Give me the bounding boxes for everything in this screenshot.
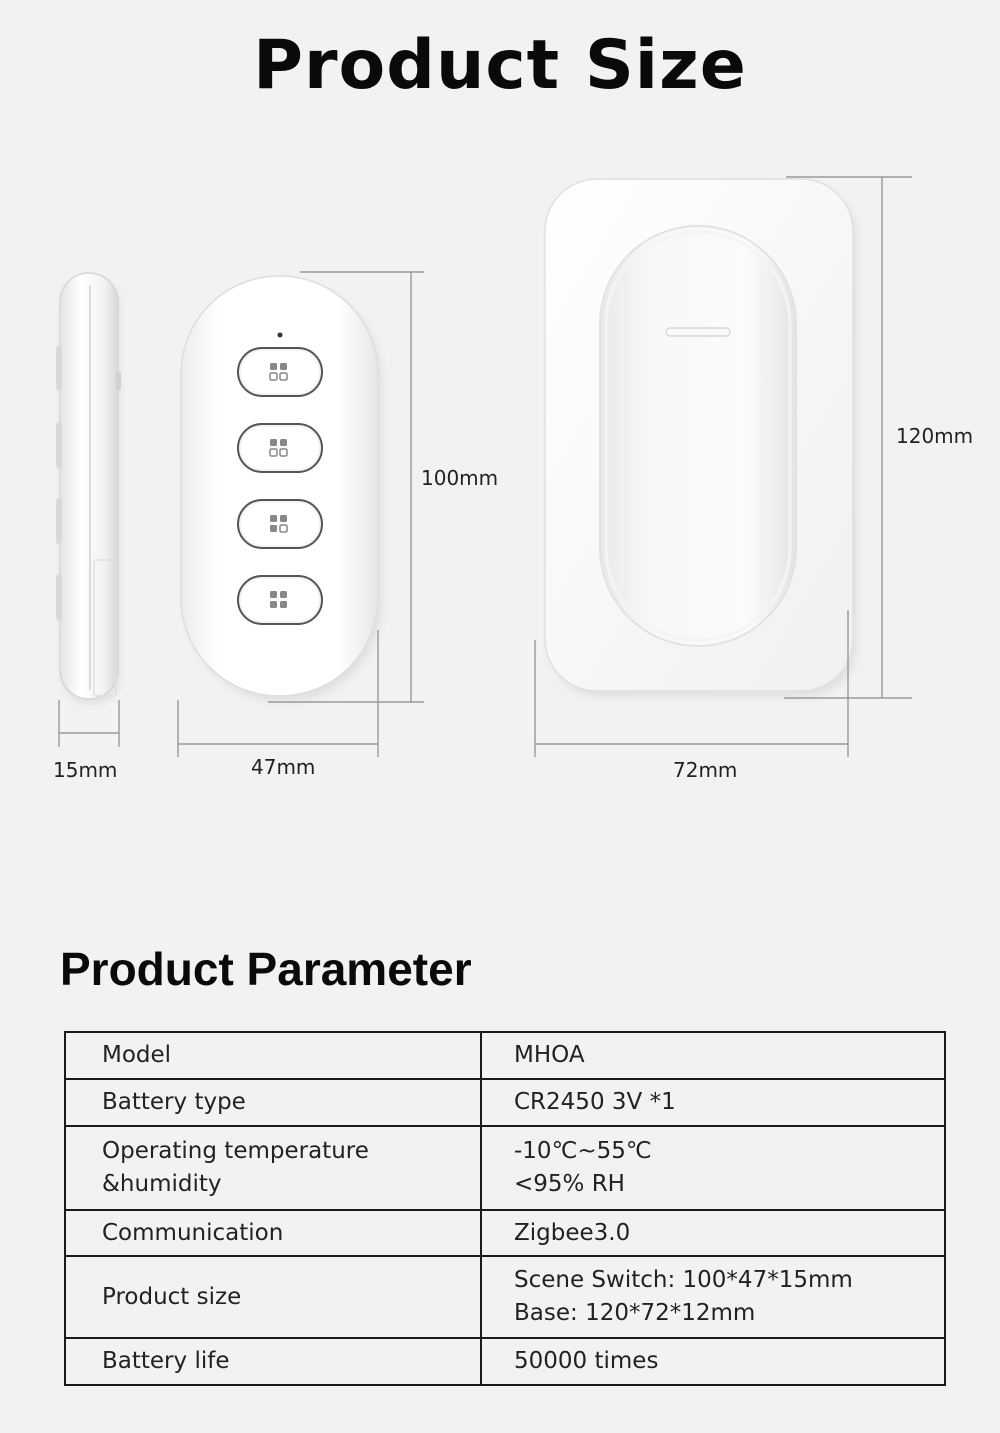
param-value: Zigbee3.0 <box>481 1210 945 1256</box>
param-value: -10℃~55℃ <95% RH <box>481 1126 945 1210</box>
table-row <box>65 1256 945 1338</box>
parameter-table <box>64 1031 946 1386</box>
table-row <box>65 1079 945 1126</box>
parameter-heading: Product Parameter <box>60 943 472 995</box>
remote-front-view <box>181 276 382 702</box>
param-value: 50000 times <box>481 1338 945 1385</box>
param-label: Communication <box>65 1210 481 1256</box>
base-front-view <box>545 179 857 697</box>
product-size-diagram <box>0 150 1000 790</box>
param-label: Model <box>65 1032 481 1079</box>
param-value: CR2450 3V *1 <box>481 1079 945 1126</box>
side-view-device <box>56 273 121 704</box>
table-row <box>65 1210 945 1256</box>
param-label: Battery life <box>65 1338 481 1385</box>
base-width-label: 72mm <box>673 758 738 782</box>
remote-width-label: 47mm <box>251 755 316 779</box>
remote-height-label: 100mm <box>421 466 499 490</box>
base-height-label: 120mm <box>896 424 974 448</box>
param-value: MHOA <box>481 1032 945 1079</box>
param-label: Battery type <box>65 1079 481 1126</box>
table-row <box>65 1032 945 1079</box>
param-label: Operating temperature &humidity <box>65 1126 481 1210</box>
table-row <box>65 1338 945 1385</box>
param-value: Scene Switch: 100*47*15mm Base: 120*72*12mm <box>481 1256 945 1338</box>
param-label: Product size <box>65 1256 481 1338</box>
table-row <box>65 1126 945 1210</box>
side-width-label: 15mm <box>53 758 118 782</box>
page-title: Product Size <box>253 26 747 105</box>
